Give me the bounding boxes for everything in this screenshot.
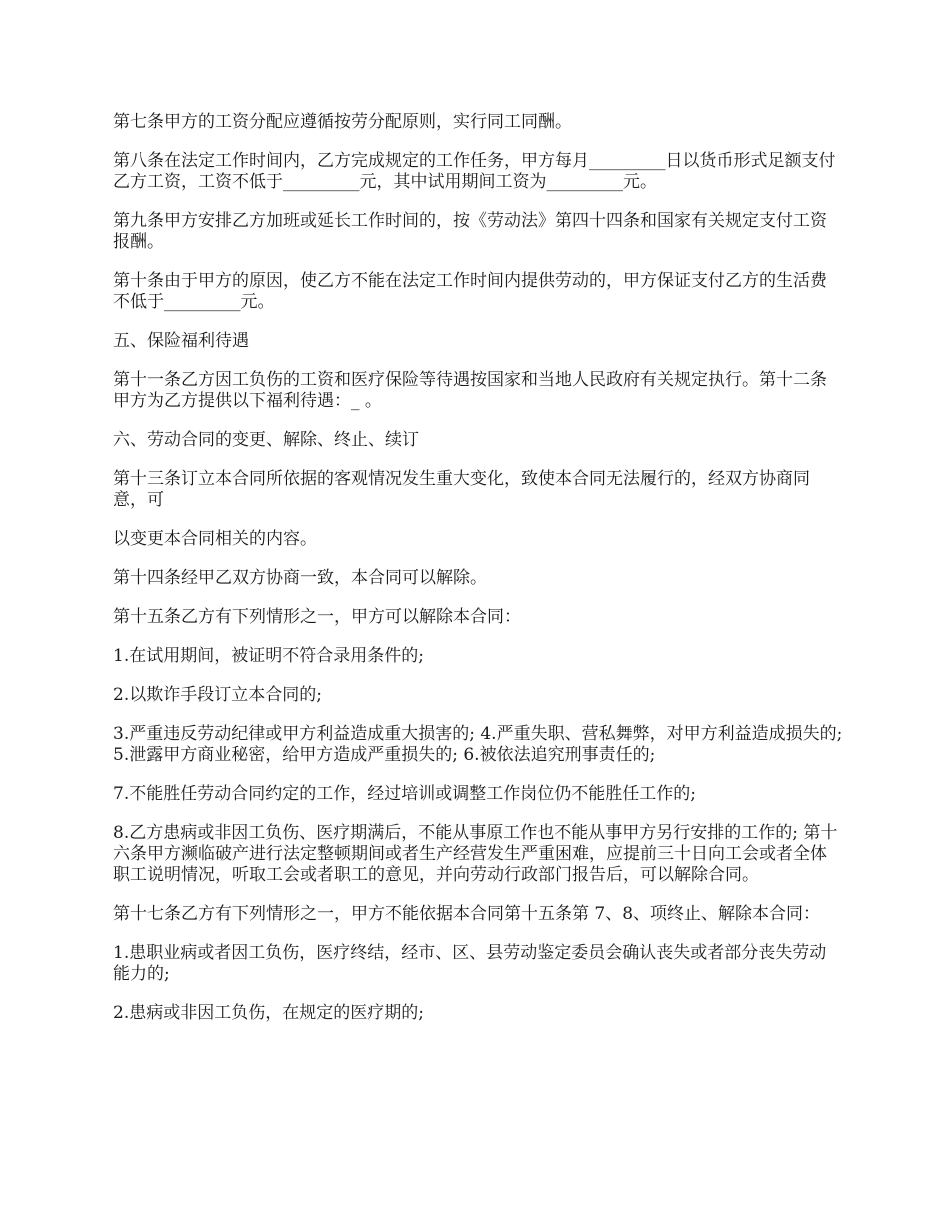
article-15-item-2: 2.以欺诈手段订立本合同的; [113,685,322,705]
article-17: 第十七条乙方有下列情形之一，甲方不能依据本合同第十五条第 7、8、项终止、解除本合同： [113,904,821,924]
article-15-item-8-and-article-16: 8.乙方患病或非因工负伤、医疗期满后，不能从事原工作也不能从事甲方另行安排的工作的; 第十六条甲方濒临破产进行法定整顿期间或者生产经营发生严重困难，应提前三十日向工会或者全体职工说明情况，听取工会或者职工的意见，并向劳动行政部门报告后，可以解除合同。 [113,823,838,885]
article-17-item-1: 1.患职业病或者因工负伤，医疗终结，经市、区、县劳动鉴定委员会确认丧失或者部分丧失劳动能力的; [113,943,827,984]
article-15-item-1: 1.在试用期间，被证明不符合录用条件的; [113,646,424,666]
article-9: 第九条甲方安排乙方加班或延长工作时间的，按《劳动法》第四十四条和国家有关规定支付工资报酬。 [113,211,827,252]
article-15-item-7: 7.不能胜任劳动合同约定的工作，经过培训或调整工作岗位仍不能胜任工作的; [113,784,696,804]
article-14: 第十四条经甲乙双方协商一致，本合同可以解除。 [113,568,487,588]
document-body [113,112,848,1042]
article-17-item-2: 2.患病或非因工负伤，在规定的医疗期的; [113,1003,424,1023]
article-10: 第十条由于甲方的原因，使乙方不能在法定工作时间内提供劳动的，甲方保证支付乙方的生活费不低于_________元。 [113,271,827,312]
article-13: 第十三条订立本合同所依据的客观情况发生重大变化，致使本合同无法履行的，经双方协商同意，可 [113,469,810,510]
section-heading-contract-changes: 六、劳动合同的变更、解除、终止、续订 [113,430,419,450]
article-15: 第十五条乙方有下列情形之一，甲方可以解除本合同： [113,607,521,627]
article-11-12: 第十一条乙方因工负伤的工资和医疗保险等待遇按国家和当地人民政府有关规定执行。第十二条甲方为乙方提供以下福利待遇：_ 。 [113,370,827,411]
article-15-items-3-6: 3.严重违反劳动纪律或甲方利益造成重大损害的; 4.严重失职、营私舞弊，对甲方利益造成损失的; 5.泄露甲方商业秘密，给甲方造成严重损失的; 6.被依法追究刑事责任的; [113,724,848,765]
article-8: 第八条在法定工作时间内，乙方完成规定的工作任务，甲方每月_________日以货币形式足额支付乙方工资，工资不低于_________元，其中试用期间工资为_________元。 [113,151,836,192]
section-heading-insurance: 五、保险福利待遇 [113,331,249,351]
article-13-continued: 以变更本合同相关的内容。 [113,529,317,549]
article-7: 第七条甲方的工资分配应遵循按劳分配原则，实行同工同酬。 [113,112,572,132]
